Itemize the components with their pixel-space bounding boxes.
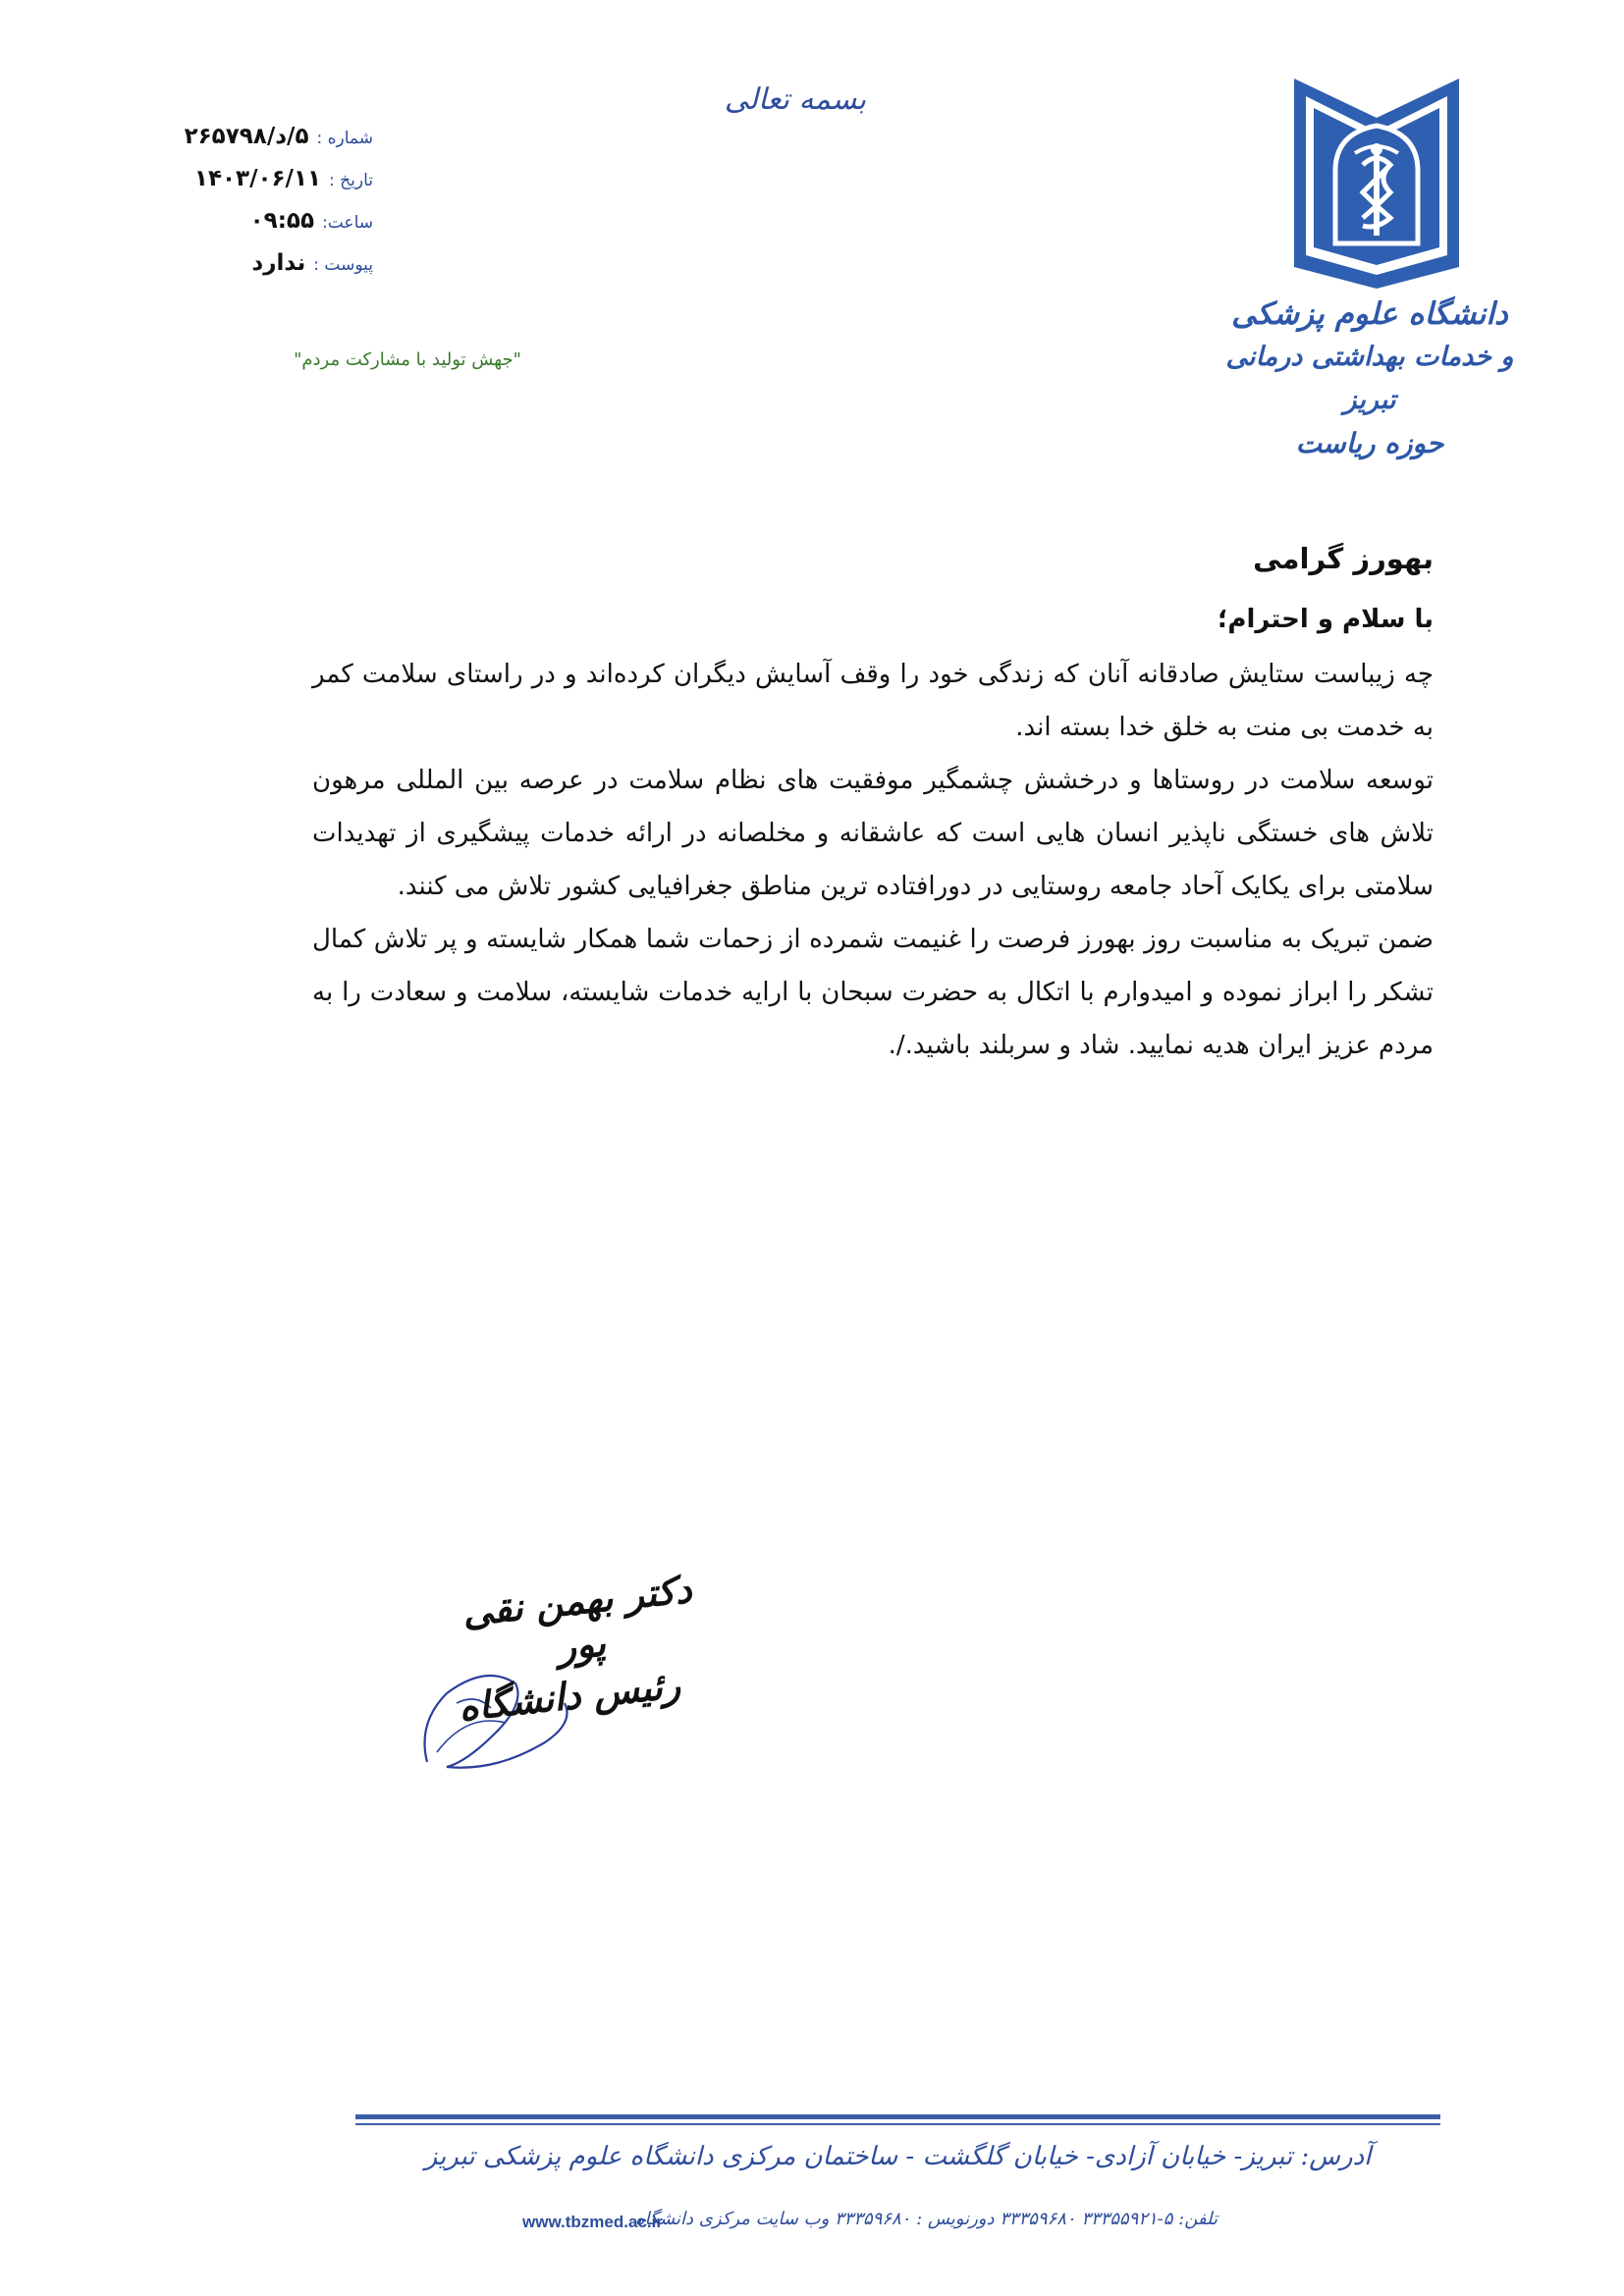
attachment-label: پیوست : xyxy=(313,255,373,275)
date-value: ۱۴۰۳/۰۶/۱۱ xyxy=(193,166,322,191)
signatory-title: رئیس دانشگاه xyxy=(457,1662,682,1730)
attachment-value: ندارد xyxy=(251,250,306,276)
footer-phone: تلفن: ۵-۳۳۳۵۵۹۲۱ ۳۳۳۵۹۶۸۰ دورنویس : ۳۳۳۵۹۶۸۰ وب سایت مرکزی دانشگاه xyxy=(635,2209,1218,2229)
number-value: ۵/د/۲۶۵۷۹۸ xyxy=(184,124,309,149)
slogan: "جهش تولید با مشارکت مردم" xyxy=(294,349,521,370)
footer-divider xyxy=(355,2114,1440,2119)
paragraph-1: چه زیباست ستایش صادقانه آنان که زندگی خود را وقف آسایش دیگران کرده‌اند و در راستای سلامت کمر به خدمت بی منت به خلق خدا بسته اند. xyxy=(312,660,1434,742)
letter-body xyxy=(312,530,1434,1072)
university-line-2: و خدمات بهداشتی درمانی تبریز xyxy=(1225,342,1514,415)
letter-meta xyxy=(147,116,373,285)
university-name xyxy=(1218,293,1522,465)
date-label: تاریخ : xyxy=(329,171,373,190)
meta-attachment xyxy=(147,242,373,285)
meta-number xyxy=(147,116,373,158)
footer-website: www.tbzmed.ac.ir xyxy=(522,2213,663,2231)
meta-time xyxy=(147,200,373,242)
paragraph-2: توسعه سلامت در روستاها و درخشش چشمگیر موفقیت های نظام سلامت در عرصه بین المللی مرهون تلاش های خستگی ناپذیر انسان هایی است که عاشقانه و مخلصانه در ارائه خدمات پیشگیری از تهدیدات سلامتی برای یکایک آحاد جامعه روستایی در دورافتاده ترین مناطق جغرافیایی کشور تلاش می کنند. xyxy=(312,766,1434,901)
time-value: ۰۹:۵۵ xyxy=(249,208,314,234)
paragraph-3: ضمن تبریک به مناسبت روز بهورز فرصت را غنیمت شمرده از زحمات شما همکار شایسته و پر تلاش کمال تشکر را ابراز نموده و امیدوارم با اتکال به حضرت سبحان با ارایه خدمات شایسته، سلامت و سعادت را به مردم عزیز ایران هدیه نمایید. شاد و سربلند باشید./. xyxy=(312,925,1434,1060)
footer-address: آدرس: تبریز- خیابان آزادی- خیابان گلگشت - ساختمان مرکزی دانشگاه علوم پزشکی تبریز xyxy=(424,2142,1372,2171)
university-logo-icon xyxy=(1286,71,1467,293)
university-line-1: دانشگاه علوم پزشکی xyxy=(1231,296,1508,332)
recipient: بهورز گرامی xyxy=(1253,542,1434,575)
greeting: با سلام و احترام؛ xyxy=(1217,605,1434,634)
bismillah-heading: بسمه تعالی xyxy=(724,82,867,117)
university-line-3: حوزه ریاست xyxy=(1295,427,1444,459)
meta-date xyxy=(147,158,373,200)
number-label: شماره : xyxy=(316,129,373,148)
signatory-name: دکتر بهمن نقی پور xyxy=(460,1566,694,1670)
footer-divider-thin xyxy=(355,2123,1440,2125)
time-label: ساعت: xyxy=(322,213,373,233)
